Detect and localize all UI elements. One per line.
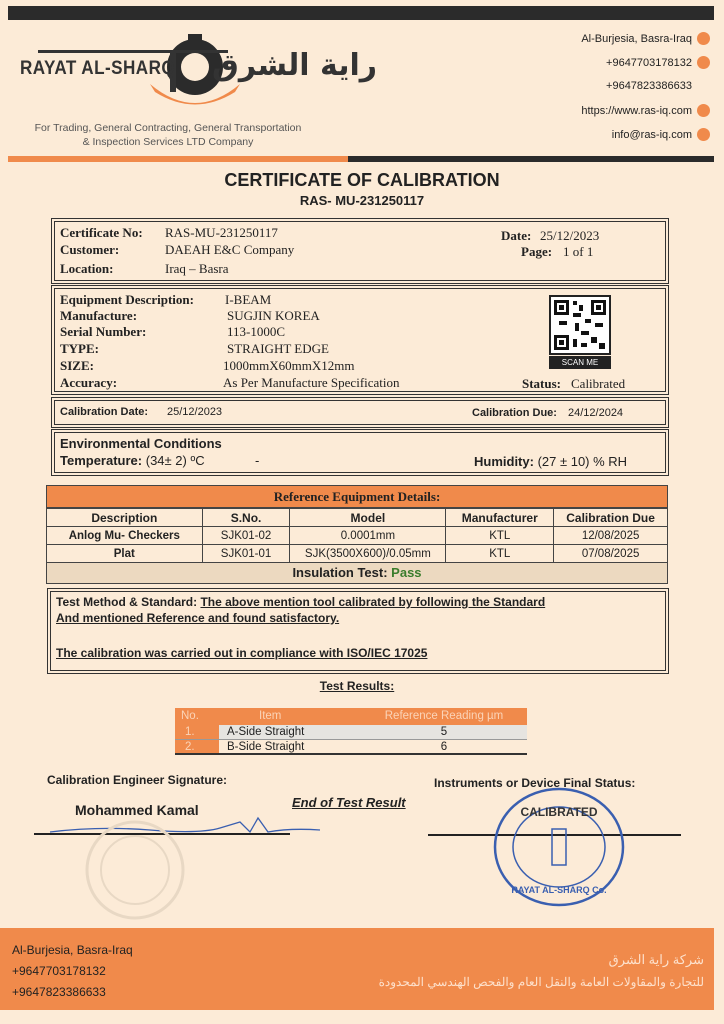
results-table bbox=[175, 708, 527, 755]
reference-header-row bbox=[47, 509, 668, 527]
calibration-dates-box bbox=[54, 400, 666, 425]
location-value: Iraq – Basra bbox=[165, 261, 229, 276]
type-label: TYPE: bbox=[60, 341, 99, 356]
embossed-seal bbox=[70, 818, 200, 922]
table-cell: A-Side Straight bbox=[219, 725, 361, 739]
manufacture-value: SUGJIN KOREA bbox=[227, 308, 320, 323]
table-cell: 1. bbox=[175, 725, 219, 739]
table-cell: B-Side Straight bbox=[219, 740, 361, 753]
customer-label: Customer: bbox=[60, 242, 120, 257]
info-box bbox=[54, 221, 666, 281]
page-label: Page: bbox=[521, 244, 553, 259]
scan-me-label: SCAN ME bbox=[549, 356, 611, 369]
table-cell: Anlog Mu- Checkers bbox=[47, 527, 203, 545]
logo-arabic: راية الشرق bbox=[212, 48, 378, 83]
compliance-text: The calibration was carried out in compliance with ISO/IEC 17025 bbox=[56, 646, 428, 660]
top-bar bbox=[8, 6, 714, 20]
location-icon bbox=[697, 32, 710, 45]
equipment-box bbox=[54, 288, 666, 392]
status-label: Status: bbox=[522, 376, 562, 391]
email-icon bbox=[697, 128, 710, 141]
customer-value: DAEAH E&C Company bbox=[165, 242, 295, 257]
website-text: https://www.ras-iq.com bbox=[581, 104, 692, 117]
size-value: 1000mmX60mmX12mm bbox=[223, 358, 355, 373]
engineer-name: Mohammed Kamal bbox=[75, 802, 199, 818]
address-contact bbox=[581, 32, 710, 45]
results-col-no: No. bbox=[181, 710, 199, 722]
test-results-heading: Test Results: bbox=[319, 679, 395, 693]
table-cell: 6 bbox=[361, 740, 527, 753]
humidity-value: (27 ± 10) % RH bbox=[537, 454, 628, 469]
table-row bbox=[175, 740, 527, 755]
table-cell: 0.0001mm bbox=[290, 527, 446, 545]
calibrated-stamp bbox=[490, 785, 628, 910]
address-text: Al-Burjesia, Basra-Iraq bbox=[581, 32, 692, 45]
results-col-reading: Reference Reading µm bbox=[384, 710, 504, 722]
qr-code[interactable] bbox=[549, 295, 611, 355]
reference-table bbox=[46, 508, 668, 563]
cert-no-label: Certificate No: bbox=[60, 225, 143, 240]
ref-col-calibration-due: Calibration Due bbox=[554, 509, 668, 527]
footer-arabic-tagline: للتجارة والمقاولات العامة والنقل العام والفحص الهندسي المحدودة bbox=[378, 975, 704, 989]
table-cell: KTL bbox=[446, 545, 554, 563]
table-cell: 07/08/2025 bbox=[554, 545, 668, 563]
serial-label: Serial Number: bbox=[60, 324, 147, 339]
temperature-value: (34± 2) ºC bbox=[145, 453, 205, 468]
calibration-date-value: 25/12/2023 bbox=[167, 406, 223, 418]
serial-value: 113-1000C bbox=[227, 324, 286, 339]
humidity-row bbox=[474, 454, 627, 469]
date-value: 25/12/2023 bbox=[540, 228, 600, 243]
accuracy-label: Accuracy: bbox=[60, 375, 118, 390]
calibration-due-label: Calibration Due: bbox=[472, 407, 557, 419]
table-cell: 5 bbox=[361, 725, 527, 739]
footer-phone2: +9647823386633 bbox=[12, 985, 106, 999]
ref-col-sno: S.No. bbox=[202, 509, 290, 527]
table-row bbox=[175, 725, 527, 740]
accuracy-value: As Per Manufacture Specification bbox=[223, 375, 400, 390]
tagline-line1: For Trading, General Contracting, General Transportation bbox=[34, 122, 302, 134]
qr-pattern-icon bbox=[551, 297, 609, 353]
insulation-test-row bbox=[46, 563, 668, 584]
insulation-value: Pass bbox=[391, 565, 422, 580]
ref-col-model: Model bbox=[290, 509, 446, 527]
table-row bbox=[47, 545, 668, 563]
method-line1 bbox=[56, 595, 545, 609]
table-cell: KTL bbox=[446, 527, 554, 545]
footer-contact bbox=[12, 940, 133, 1003]
insulation-label: Insulation Test: bbox=[292, 565, 388, 580]
table-cell: SJK01-01 bbox=[202, 545, 290, 563]
method-label: Test Method & Standard: bbox=[56, 595, 198, 609]
table-cell: 12/08/2025 bbox=[554, 527, 668, 545]
phone1-text: +9647703178132 bbox=[606, 56, 692, 69]
phone1-contact bbox=[606, 56, 710, 69]
engineer-signature-label: Calibration Engineer Signature: bbox=[47, 773, 228, 787]
reference-heading: Reference Equipment Details: bbox=[46, 485, 668, 508]
environment-box bbox=[54, 432, 666, 473]
table-cell: Plat bbox=[47, 545, 203, 563]
footer-address: Al-Burjesia, Basra-Iraq bbox=[12, 943, 133, 957]
manufacture-label: Manufacture: bbox=[60, 308, 138, 323]
divider-orange bbox=[8, 156, 348, 162]
footer-arabic-name: شركة راية الشرق bbox=[608, 952, 704, 967]
footer bbox=[0, 928, 714, 1010]
tagline bbox=[18, 121, 318, 149]
certificate-number-heading: RAS- MU-231250117 bbox=[299, 193, 425, 208]
stamp-text: CALIBRATED bbox=[520, 805, 598, 819]
table-cell: SJK(3500X600)/0.05mm bbox=[290, 545, 446, 563]
certificate-title: CERTIFICATE OF CALIBRATION bbox=[224, 170, 500, 190]
page-value: 1 of 1 bbox=[563, 244, 594, 259]
temperature-dash: - bbox=[255, 453, 260, 468]
email-contact bbox=[612, 128, 710, 141]
status-value: Calibrated bbox=[571, 376, 626, 391]
globe-icon bbox=[697, 104, 710, 117]
equipment-desc-value: I-BEAM bbox=[225, 292, 272, 307]
table-cell: 2. bbox=[175, 740, 219, 753]
stamp-ring-text: RAYAT AL-SHARQ Co. bbox=[511, 885, 607, 895]
email-text: info@ras-iq.com bbox=[611, 128, 692, 141]
website-contact bbox=[581, 104, 710, 117]
date-label: Date: bbox=[501, 228, 532, 243]
phone2-contact bbox=[606, 80, 692, 92]
size-label: SIZE: bbox=[60, 358, 94, 373]
method-text1: The above mention tool calibrated by following the Standard bbox=[200, 595, 546, 609]
table-cell: SJK01-02 bbox=[202, 527, 290, 545]
humidity-label: Humidity: bbox=[474, 454, 534, 469]
phone-icon bbox=[697, 56, 710, 69]
ref-col-manufacturer: Manufacturer bbox=[446, 509, 554, 527]
results-col-item: Item bbox=[259, 710, 282, 722]
location-label: Location: bbox=[60, 261, 114, 276]
tagline-line2: & Inspection Services LTD Company bbox=[82, 136, 254, 148]
final-status-label: Instruments or Device Final Status: bbox=[434, 776, 636, 790]
reference-table-container bbox=[46, 485, 668, 584]
results-header-row bbox=[175, 708, 527, 725]
temperature-label: Temperature: bbox=[60, 453, 143, 468]
test-method-box bbox=[50, 591, 666, 671]
divider-dark bbox=[348, 156, 714, 162]
calibration-due-value: 24/12/2024 bbox=[568, 407, 624, 419]
ref-col-description: Description bbox=[47, 509, 203, 527]
end-of-test-result bbox=[292, 795, 406, 810]
footer-phone1: +9647703178132 bbox=[12, 964, 106, 978]
environment-heading: Environmental Conditions bbox=[60, 436, 222, 451]
phone2-text: +9647823386633 bbox=[606, 80, 692, 92]
type-value: STRAIGHT EDGE bbox=[227, 341, 329, 356]
calibration-date-label: Calibration Date: bbox=[60, 406, 149, 418]
method-text2: And mentioned Reference and found satisfactory. bbox=[56, 611, 340, 625]
temperature-row bbox=[60, 453, 205, 468]
equipment-desc-label: Equipment Description: bbox=[60, 292, 194, 307]
logo-name: RAYAT AL-SHARQ bbox=[20, 58, 176, 79]
cert-no-value: RAS-MU-231250117 bbox=[165, 225, 278, 240]
table-row bbox=[47, 527, 668, 545]
end-of-test-text: End of Test Result bbox=[292, 795, 406, 810]
